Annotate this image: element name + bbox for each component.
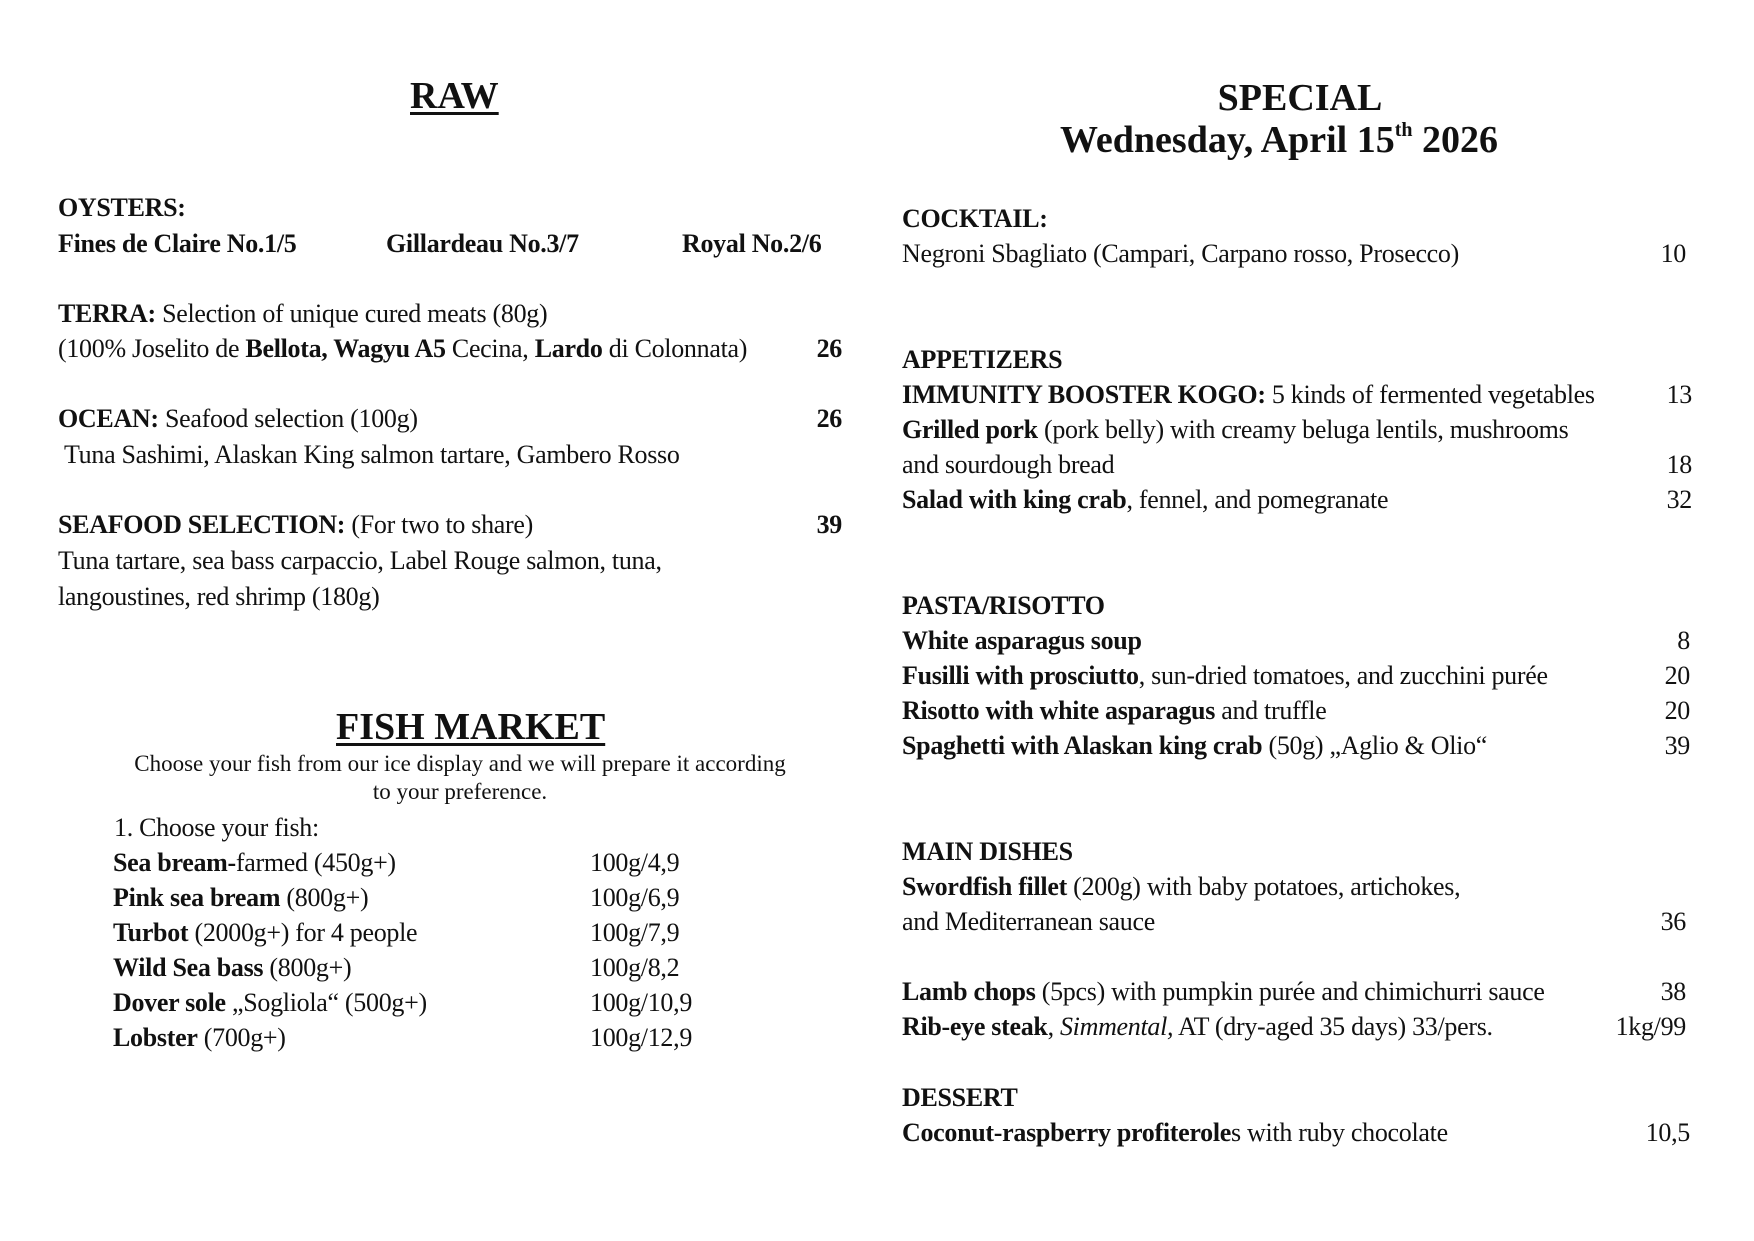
main-price: 1kg/99 bbox=[1615, 1012, 1686, 1041]
fish-price: 100g/4,9 bbox=[590, 848, 680, 877]
pasta-price: 20 bbox=[1664, 661, 1690, 690]
cocktail-item: Negroni Sbagliato (Campari, Carpano rosso, Prosecco) bbox=[902, 239, 1459, 268]
fish-item: Lobster (700g+) bbox=[113, 1023, 286, 1052]
pasta-item: Fusilli with prosciutto, sun-dried tomatoes, and zucchini purée bbox=[902, 661, 1548, 690]
seafood-detail: Tuna tartare, sea bass carpaccio, Label Rouge salmon, tuna, bbox=[58, 546, 662, 575]
main-item: Swordfish fillet (200g) with baby potatoes, artichokes, bbox=[902, 872, 1461, 901]
fish-item: Wild Sea bass (800g+) bbox=[113, 953, 352, 982]
fish-price: 100g/10,9 bbox=[590, 988, 693, 1017]
oyster-item: Fines de Claire No.1/5 bbox=[58, 229, 297, 258]
special-date: Wednesday, April 15th 2026 bbox=[1060, 119, 1498, 161]
dessert-item: Coconut-raspberry profiteroles with ruby chocolate bbox=[902, 1118, 1448, 1147]
fish-item: Pink sea bream (800g+) bbox=[113, 883, 369, 912]
fish-price: 100g/6,9 bbox=[590, 883, 680, 912]
raw-title: RAW bbox=[410, 75, 499, 117]
oysters-heading: OYSTERS: bbox=[58, 193, 186, 222]
fish-item: Turbot (2000g+) for 4 people bbox=[113, 918, 418, 947]
terra-detail: (100% Joselito de Bellota, Wagyu A5 Cecina, Lardo di Colonnata) bbox=[58, 334, 748, 363]
pasta-heading: PASTA/RISOTTO bbox=[902, 591, 1105, 620]
ocean-price: 26 bbox=[816, 404, 842, 433]
pasta-item: Risotto with white asparagus and truffle bbox=[902, 696, 1327, 725]
appetizers-heading: APPETIZERS bbox=[902, 345, 1063, 374]
mains-heading: MAIN DISHES bbox=[902, 837, 1073, 866]
main-price: 36 bbox=[1660, 907, 1686, 936]
appetizer-item: Grilled pork (pork belly) with creamy beluga lentils, mushrooms bbox=[902, 415, 1569, 444]
terra-line: TERRA: Selection of unique cured meats (80g) bbox=[58, 299, 548, 328]
pasta-price: 8 bbox=[1677, 626, 1690, 655]
special-title: SPECIAL bbox=[1217, 77, 1383, 119]
fish-item: Dover sole „Sogliola“ (500g+) bbox=[113, 988, 427, 1017]
appetizer-item-detail: and sourdough bread bbox=[902, 450, 1115, 479]
pasta-item: White asparagus soup bbox=[902, 626, 1142, 655]
special-header bbox=[900, 0, 1700, 200]
main-item-detail: and Mediterranean sauce bbox=[902, 907, 1155, 936]
fish-price: 100g/7,9 bbox=[590, 918, 680, 947]
fish-market-intro: to your preference. bbox=[372, 779, 548, 804]
fish-market-intro: Choose your fish from our ice display and we will prepare it according bbox=[134, 751, 786, 776]
cocktail-price: 10 bbox=[1660, 239, 1686, 268]
oyster-item: Gillardeau No.3/7 bbox=[386, 229, 579, 258]
main-price: 38 bbox=[1660, 977, 1686, 1006]
terra-price: 26 bbox=[816, 334, 842, 363]
fish-step: 1. Choose your fish: bbox=[114, 813, 319, 842]
seafood-price: 39 bbox=[816, 510, 842, 539]
main-item: Lamb chops (5pcs) with pumpkin purée and chimichurri sauce bbox=[902, 977, 1545, 1006]
appetizer-item: IMMUNITY BOOSTER KOGO: 5 kinds of fermented vegetables bbox=[902, 380, 1595, 409]
appetizer-price: 13 bbox=[1666, 380, 1692, 409]
main-item: Rib-eye steak, Simmental, AT (dry-aged 35 days) 33/pers. bbox=[902, 1012, 1493, 1041]
dessert-price: 10,5 bbox=[1645, 1118, 1690, 1147]
fish-price: 100g/8,2 bbox=[590, 953, 680, 982]
cocktail-heading: COCKTAIL: bbox=[902, 204, 1048, 233]
appetizer-price: 32 bbox=[1666, 485, 1692, 514]
ocean-line: OCEAN: Seafood selection (100g) bbox=[58, 404, 418, 433]
seafood-line: SEAFOOD SELECTION: (For two to share) bbox=[58, 510, 533, 539]
oyster-item: Royal No.2/6 bbox=[682, 229, 822, 258]
dessert-heading: DESSERT bbox=[902, 1083, 1018, 1112]
appetizer-item: Salad with king crab, fennel, and pomegranate bbox=[902, 485, 1389, 514]
seafood-detail: langoustines, red shrimp (180g) bbox=[58, 582, 380, 611]
fish-market-title: FISH MARKET bbox=[336, 706, 606, 748]
fish-item: Sea bream-farmed (450g+) bbox=[113, 848, 396, 877]
pasta-price: 20 bbox=[1664, 696, 1690, 725]
ocean-detail: Tuna Sashimi, Alaskan King salmon tartare, Gambero Rosso bbox=[64, 440, 680, 469]
fish-price: 100g/12,9 bbox=[590, 1023, 693, 1052]
appetizer-price: 18 bbox=[1666, 450, 1692, 479]
pasta-item: Spaghetti with Alaskan king crab (50g) „Aglio & Olio“ bbox=[902, 731, 1488, 760]
pasta-price: 39 bbox=[1664, 731, 1690, 760]
